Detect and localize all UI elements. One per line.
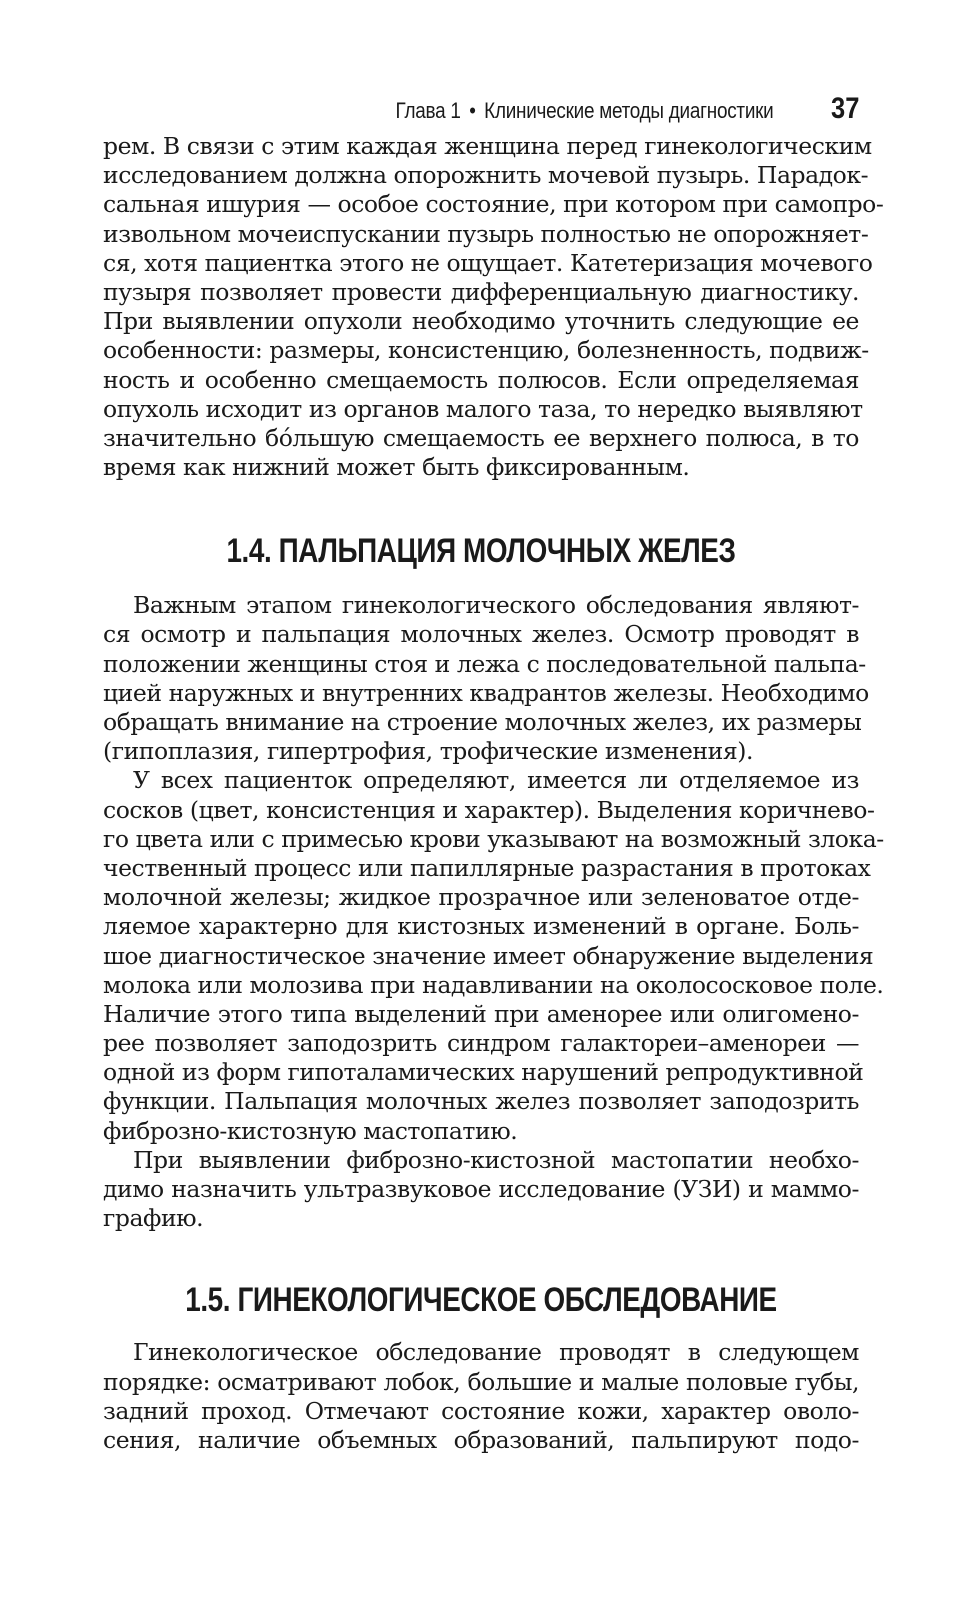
- section-1-4-paragraph-1: [103, 591, 869, 766]
- text-line: извольном мочеиспускании пузырь полностью не опорожняет-: [103, 219, 869, 248]
- text-line: ся осмотр и пальпация молочных желез. Осмотр проводят в: [103, 620, 859, 649]
- text-line: молочной железы; жидкое прозрачное или зеленоватое отде-: [103, 883, 859, 912]
- text-line: положении женщины стоя и лежа с последовательной пальпа-: [103, 649, 866, 678]
- text-line: (гипоплазия, гипертрофия, трофические изменения).: [103, 737, 753, 766]
- section-heading-1-4: 1.4. ПАЛЬПАЦИЯ МОЛОЧНЫХ ЖЕЛЕЗ: [226, 532, 736, 571]
- text-line: задний проход. Отмечают состояние кожи, характер оволо-: [103, 1396, 859, 1425]
- text-line: ся, хотя пациентка этого не ощущает. Катетеризация мочевого: [103, 248, 873, 277]
- page-number: 37: [830, 92, 859, 125]
- text-line: сения, наличие объемных образований, пальпируют подо-: [103, 1425, 859, 1454]
- text-line: обращать внимание на строение молочных желез, их размеры: [103, 708, 862, 736]
- text-line: шое диагностическое значение имеет обнаружение выделения: [103, 941, 874, 970]
- text-line: цией наружных и внутренних квадрантов железы. Необходимо: [103, 678, 869, 707]
- running-head-chapter: [395, 98, 773, 124]
- text-line: сосков (цвет, консистенция и характер). Выделения коричнево-: [103, 795, 875, 824]
- chapter-label: Глава 1: [395, 98, 461, 123]
- text-line: ляемое характерно для кистозных изменений в органе. Боль-: [103, 912, 859, 941]
- text-line: рее позволяет заподозрить синдром галактореи–аменореи —: [103, 1029, 859, 1058]
- book-page: [103, 92, 884, 1455]
- text-line: фиброзно-кистозную мастопатию.: [103, 1116, 518, 1145]
- chapter-title: Клинические методы диагностики: [483, 98, 773, 123]
- text-line: одной из форм гипоталамических нарушений репродуктивной: [103, 1058, 864, 1087]
- text-line: У всех пациенток определяют, имеется ли отделяемое из: [133, 766, 859, 795]
- text-line: исследованием должна опорожнить мочевой пузырь. Парадок-: [103, 161, 869, 190]
- text-line: графию.: [103, 1204, 204, 1233]
- text-line: Наличие этого типа выделений при аменорее или олигомено-: [103, 999, 859, 1028]
- text-line: молока или молозива при надавливании на околососковое поле.: [103, 970, 884, 999]
- text-line: При выявлении фиброзно-кистозной мастопатии необхо-: [133, 1145, 859, 1174]
- bullet-icon: •: [468, 98, 476, 123]
- text-line: значительно бóльшую смещаемость ее верхнего полюса, в то: [103, 423, 859, 452]
- text-line: сальная ишурия — особое состояние, при котором при самопро-: [103, 190, 884, 219]
- section-1-4-paragraph-2: [103, 766, 884, 1145]
- text-line: Важным этапом гинекологического обследования являют-: [133, 591, 859, 620]
- text-line: При выявлении опухоли необходимо уточнить следующие ее: [103, 307, 859, 336]
- text-line: порядке: осматривают лобок, большие и малые половые губы,: [103, 1367, 859, 1396]
- text-line: рем. В связи с этим каждая женщина перед гинекологическим: [103, 132, 872, 160]
- text-line: опухоль исходит из органов малого таза, то нередко выявляют: [103, 394, 863, 423]
- text-line: го цвета или с примесью крови указывают на возможный злока-: [103, 824, 884, 853]
- section-1-4-paragraph-3: [103, 1146, 859, 1234]
- text-line: чественный процесс или папиллярные разрастания в протоках: [103, 853, 871, 882]
- text-line: Гинекологическое обследование проводят в следующем: [133, 1338, 859, 1367]
- section-heading-1-5: 1.5. ГИНЕКОЛОГИЧЕСКОЕ ОБСЛЕДОВАНИЕ: [185, 1281, 777, 1320]
- text-line: время как нижний может быть фиксированным.: [103, 453, 690, 482]
- text-line: пузыря позволяет провести дифференциальную диагностику.: [103, 277, 859, 306]
- text-line: ность и особенно смещаемость полюсов. Если определяемая: [103, 365, 859, 394]
- running-head: [103, 92, 859, 132]
- section-1-5-paragraph-1: [103, 1338, 859, 1455]
- intro-paragraph: [103, 132, 884, 482]
- text-line: димо назначить ультразвуковое исследование (УЗИ) и маммо-: [103, 1175, 859, 1203]
- text-line: особенности: размеры, консистенцию, болезненность, подвиж-: [103, 336, 869, 365]
- text-line: функции. Пальпация молочных желез позволяет заподозрить: [103, 1087, 859, 1116]
